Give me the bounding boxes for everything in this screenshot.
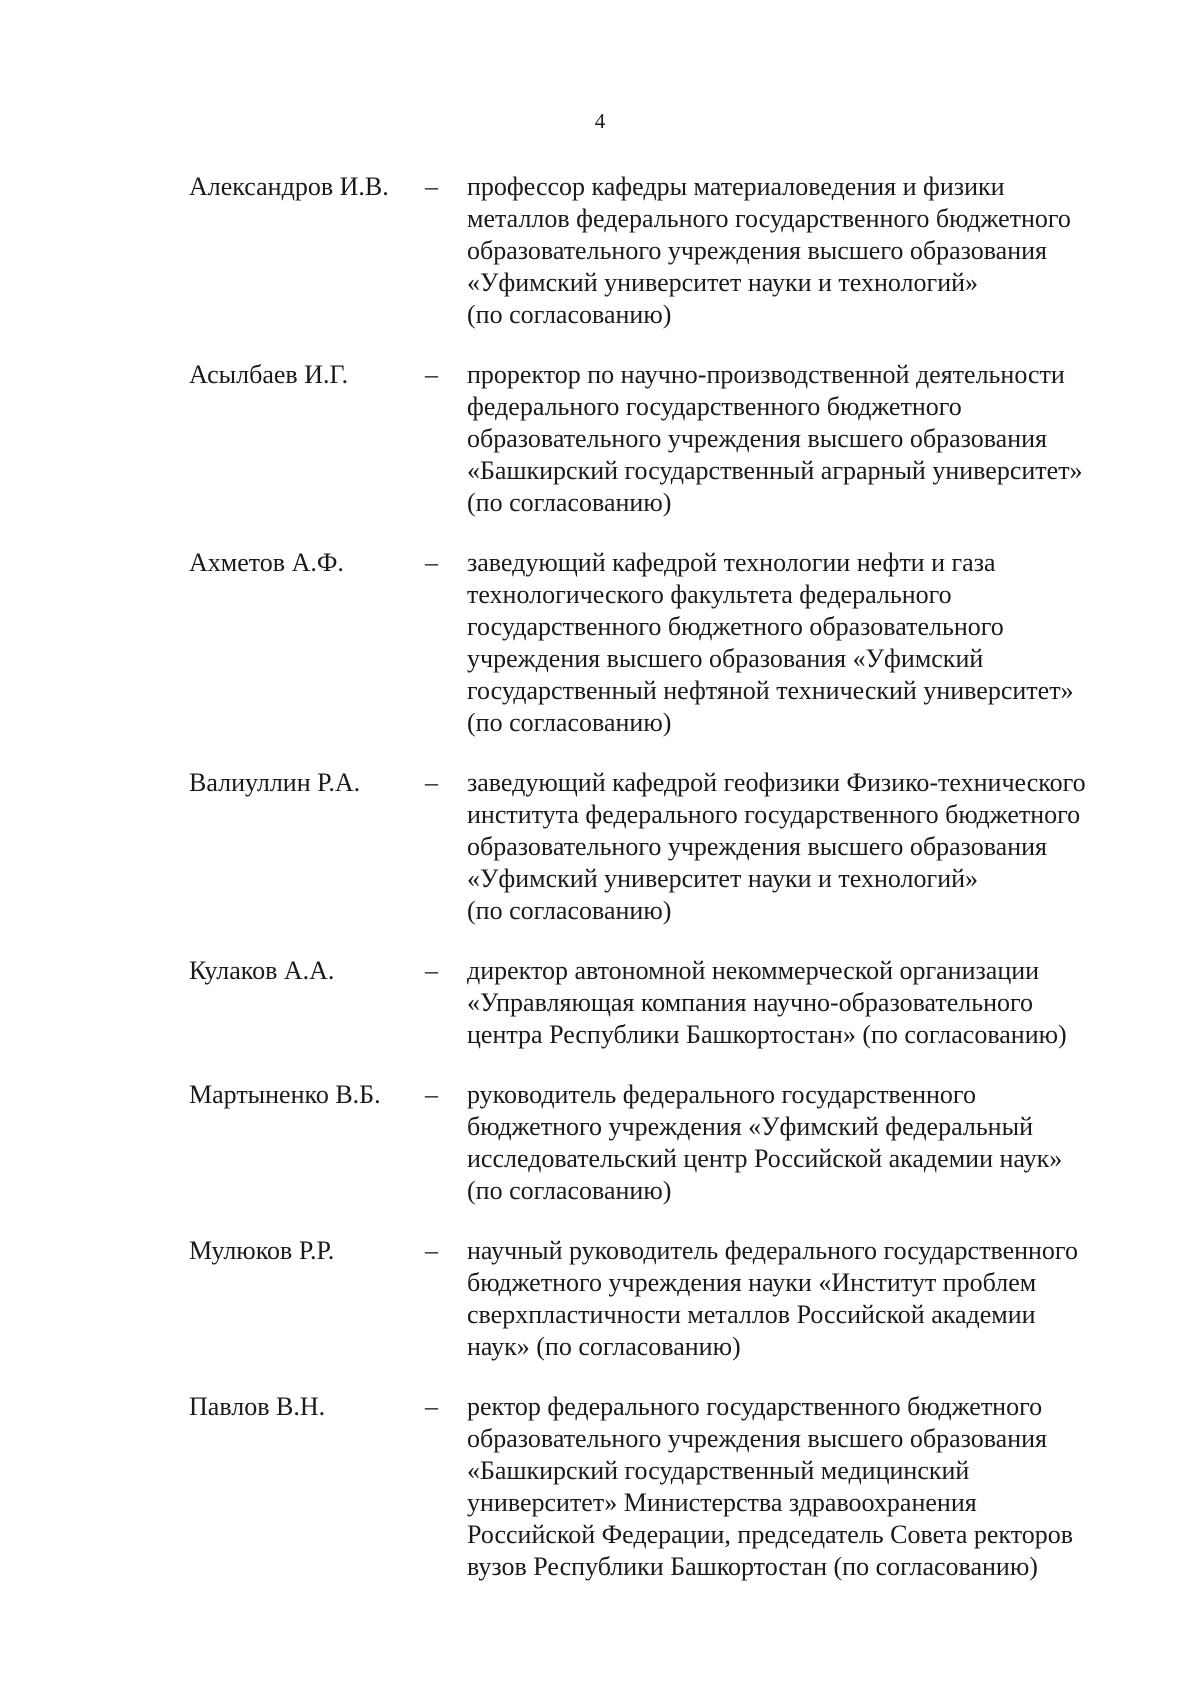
member-position <box>467 359 1129 519</box>
member-dash: – <box>425 956 438 985</box>
member-position-line: металлов федерального государственного бюджетного <box>467 204 1071 233</box>
member-position-line: руководитель федерального государственного <box>467 1080 976 1109</box>
member-position-line: (по согласованию) <box>467 1176 672 1205</box>
member-position-line: образовательного учреждения высшего образования <box>467 1424 1047 1453</box>
member-position-line: «Управляющая компания научно-образовательного <box>467 988 1034 1017</box>
member-position-line: ректор федерального государственного бюджетного <box>467 1392 1043 1421</box>
member-name: Мулюков Р.Р. <box>189 1236 335 1265</box>
member-name: Асылбаев И.Г. <box>189 360 349 389</box>
member-position <box>467 767 1129 927</box>
member-entry <box>189 1391 1129 1583</box>
member-position-line: заведующий кафедрой технологии нефти и газа <box>467 548 996 577</box>
member-entry <box>189 359 1129 519</box>
member-position-line: «Уфимский университет науки и технологий» <box>467 268 979 297</box>
member-position-line: государственного бюджетного образовательного <box>467 612 1004 641</box>
member-position <box>467 547 1129 739</box>
member-position-line: федерального государственного бюджетного <box>467 392 962 421</box>
member-position-line: проректор по научно-производственной деятельности <box>467 360 1065 389</box>
member-position <box>467 1235 1129 1363</box>
member-entry <box>189 171 1129 331</box>
member-position-line: «Башкирский государственный медицинский <box>467 1456 970 1485</box>
member-position-line: учреждения высшего образования «Уфимский <box>467 644 984 673</box>
member-name: Александров И.В. <box>189 172 389 201</box>
member-position <box>467 955 1129 1051</box>
member-position-line: образовательного учреждения высшего образования <box>467 424 1047 453</box>
member-position-line: «Башкирский государственный аграрный университет» <box>467 456 1083 485</box>
member-position-line: образовательного учреждения высшего образования <box>467 832 1047 861</box>
member-entry <box>189 547 1129 739</box>
member-name: Павлов В.Н. <box>189 1392 326 1421</box>
member-position-line: (по согласованию) <box>467 300 672 329</box>
member-position-line: научный руководитель федерального государственного <box>467 1236 1078 1265</box>
member-position-line: заведующий кафедрой геофизики Физико-технического <box>467 768 1086 797</box>
member-position-line: технологического факультета федерального <box>467 580 952 609</box>
member-position <box>467 171 1129 331</box>
member-position <box>467 1391 1129 1583</box>
member-position-line: университет» Министерства здравоохранения <box>467 1488 977 1517</box>
member-position-line: наук» (по согласованию) <box>467 1332 741 1361</box>
member-dash: – <box>425 360 438 389</box>
member-position-line: Российской Федерации, председатель Совета ректоров <box>467 1520 1073 1549</box>
member-position-line: сверхпластичности металлов Российской академии <box>467 1300 1036 1329</box>
member-position-line: профессор кафедры материаловедения и физики <box>467 172 1005 201</box>
member-position-line: (по согласованию) <box>467 896 672 925</box>
member-position-line: директор автономной некоммерческой организации <box>467 956 1040 985</box>
member-entry <box>189 1079 1129 1207</box>
member-position-line: бюджетного учреждения науки «Институт проблем <box>467 1268 1037 1297</box>
member-position-line: образовательного учреждения высшего образования <box>467 236 1047 265</box>
member-dash: – <box>425 1392 438 1421</box>
member-dash: – <box>425 1236 438 1265</box>
member-position-line: вузов Республики Башкортостан (по согласованию) <box>467 1552 1038 1581</box>
member-name: Валиуллин Р.А. <box>189 768 361 797</box>
member-dash: – <box>425 768 438 797</box>
member-name: Мартыненко В.Б. <box>189 1080 381 1109</box>
member-entry <box>189 767 1129 927</box>
member-name: Кулаков А.А. <box>189 956 335 985</box>
page-number: 4 <box>594 109 606 133</box>
member-position-line: центра Республики Башкортостан» (по согласованию) <box>467 1020 1067 1049</box>
member-entry <box>189 1235 1129 1363</box>
member-entry <box>189 955 1129 1051</box>
member-position-line: (по согласованию) <box>467 488 672 517</box>
member-position-line: исследовательский центр Российской академии наук» <box>467 1144 1063 1173</box>
member-position-line: «Уфимский университет науки и технологий» <box>467 864 979 893</box>
member-dash: – <box>425 172 438 201</box>
member-position-line: (по согласованию) <box>467 708 672 737</box>
member-position <box>467 1079 1129 1207</box>
member-name: Ахметов А.Ф. <box>189 548 344 577</box>
member-list <box>189 171 1129 1583</box>
member-position-line: бюджетного учреждения «Уфимский федеральный <box>467 1112 1033 1141</box>
member-position-line: государственный нефтяной технический университет» <box>467 676 1074 705</box>
member-position-line: института федерального государственного бюджетного <box>467 800 1081 829</box>
member-dash: – <box>425 1080 438 1109</box>
member-dash: – <box>425 548 438 577</box>
